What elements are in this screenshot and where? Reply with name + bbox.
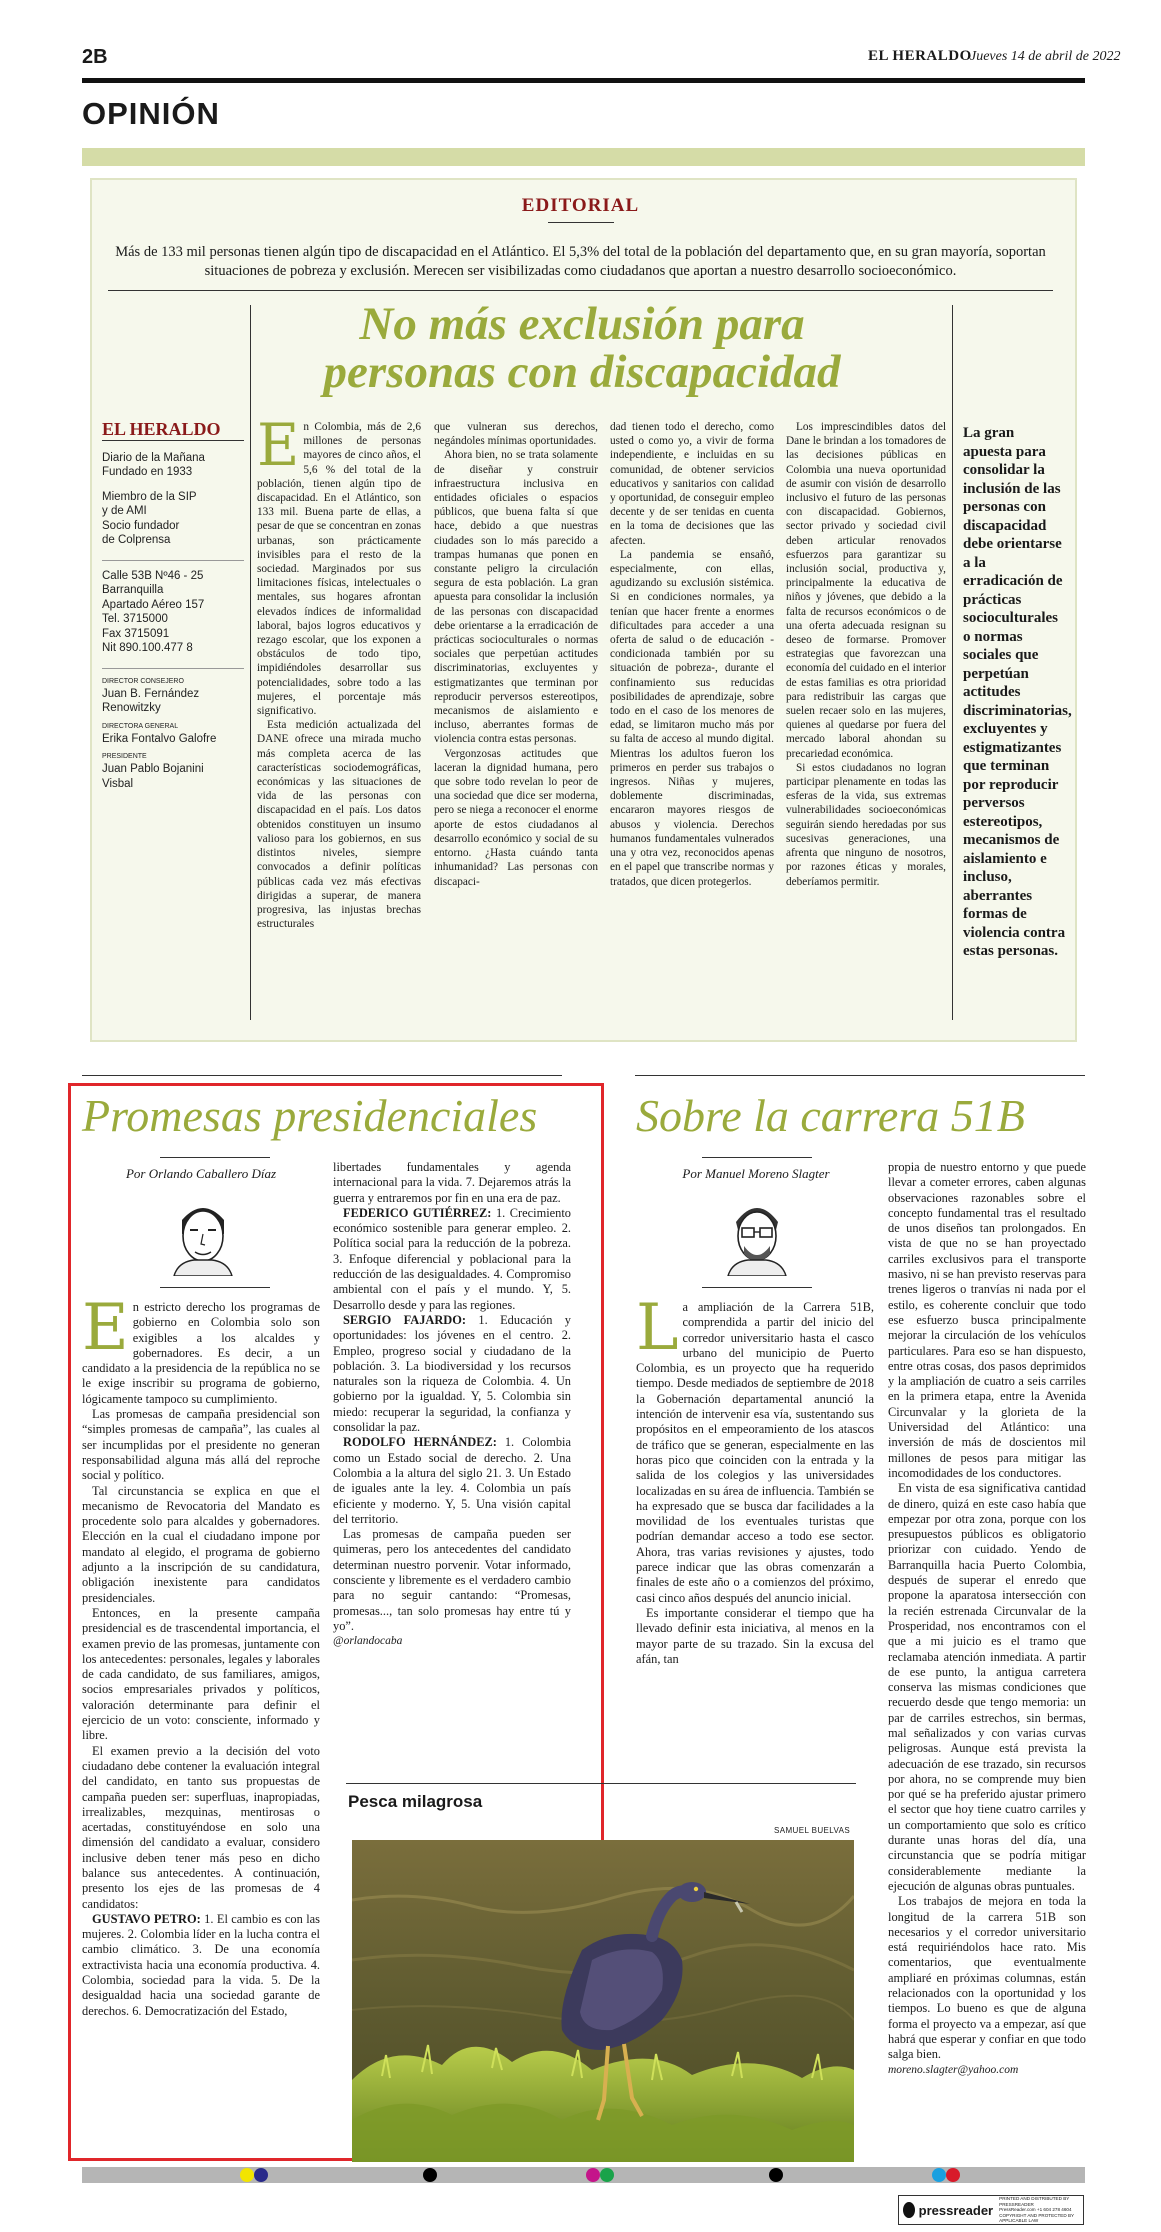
masthead-line: de Colprensa: [102, 534, 171, 546]
masthead-line: Fundado en 1933: [102, 466, 193, 478]
registration-dot-magenta: [586, 2168, 600, 2182]
left-article-title: Promesas presidenciales: [82, 1090, 538, 1141]
article-paragraph: SERGIO FAJARDO: 1. Educación y oportunidades: los jóvenes en el centro. 2. Empleo, progreso social y ciudadano de la población. 3. La biodiversidad y los recursos naturales son la riqueza de Colombia. 4. Un gobierno por la igualdad. Y, 5. Colombia sin miedo: recuperar la seguridad, la confianza y consolidar la paz.: [333, 1312, 571, 1435]
author-email: moreno.slagter@yahoo.com: [888, 2063, 1019, 2076]
left-article-byline: Por Orlando Caballero Díaz: [125, 1166, 277, 1181]
editorial-paragraph: n Colombia, más de 2,6 millones de personas mayores de cinco años, el 5,6 % del total de la población, tienen algún tipo de discapacidad. En el Atlántico, son 133 mil. Buena parte de ellas, a pesar de que se concentran en zonas urbanas, son prácticamente invisibles para el resto de la sociedad. Marginados por sus limitaciones físicas, intelectuales o mentales, sus hogares afrontan elevados índices de informalidad laboral, bajos logros educativos y rezago escolar, que los exponen a obstáculos de todo tipo, impidiéndoles desarrollar sus potencialidades, sobre todo a las mujeres, el porcentaje más significativo.: [257, 421, 421, 718]
article-paragraph: Las promesas de campaña presidencial son “simples promesas de campaña”, las cuales al ser incumplidas por el presidente no generan responsabilidad alguna más allá del reproche social y político.: [82, 1407, 320, 1483]
masthead-address: Nit 890.100.477 8: [102, 642, 193, 654]
editorial-kicker-rule: [548, 222, 614, 223]
editorial-headline: [252, 300, 912, 396]
masthead-name: Renowitzky: [102, 702, 161, 714]
candidate-name: GUSTAVO PETRO:: [92, 1911, 201, 1926]
editorial-kicker: EDITORIAL: [521, 195, 640, 216]
article-paragraph: FEDERICO GUTIÉRREZ: 1. Crecimiento económico sostenible para generar empleo. 2. Política social para la reducción de la pobreza. 3. Enfoque diferencial y poblacional para la reducción de las desigualdades. 4. Compromiso ambiental con el país y el mundo. Y, 5. Desarrollo desde y para las regiones.: [333, 1205, 571, 1312]
page-number: 2B: [82, 46, 108, 68]
right-article-title-rule: [702, 1157, 812, 1158]
editorial-paragraph: Esta medición actualizada del DANE ofrece una mirada mucho más completa acerca de las características sociodemográficas, económicas y las situaciones de vida de las personas con discapacidad en el país. Los datos obtenidos constituyen un insumo valioso para los gobiernos, en sus distintos niveles, siempre convocados a definir políticas públicas cada vez más efectivas dirigidas a superar, de manera progresiva, las injustas brechas estructurales: [257, 719, 421, 931]
heron-photo-illustration: [352, 1840, 854, 2162]
article-paragraph: Tal circunstancia se explica en que el mecanismo de Revocatoria del Mandato es procedente solo para alcaldes y gobernadores. Elección en la cual el ciudadano impone por mandato al elegido, el programa de gobierno adjunto a la inscripción de su candidatura, obligación inexistente para candidatos presidenciales.: [82, 1483, 320, 1605]
right-article-title: Sobre la carrera 51B: [636, 1090, 1025, 1141]
article-paragraph: En vista de esa significativa cantidad de dinero, quizá en este caso había que empezar por otra zona, porque con los presupuestos públicos es obligatorio priorizar con cuidado. Yendo de Barranquilla hacia Puerto Colombia, después de superar el enredo que propone la aparatosa intersección con la recién estrenada Circunvalar de la Prosperidad, nos encontramos con el que a mi juicio es el tramo que reclamaba atención inmediata. A partir de ese punto, la antigua carretera conserva las mismas condiciones que recuerdo desde que tengo memoria: un par de carriles estrechos, sin bermas, mal señalizados y con varias curvas peligrosas. Aunque está prevista la adecuación de ese trazado, sin recursos por ahora, no se comprende muy bien por qué se ha preferido ajustar primero el sector que hoy tiene cuatro carriles y un comportamiento que solo es crítico durante unas horas del día, una circunstancia que se podría mitigar considerablemente mediante la ejecución de algunas obras puntuales.: [888, 1481, 1086, 1893]
header-date: Jueves 14 de abril de 2022: [970, 49, 1121, 64]
editorial-paragraph: Ahora bien, no se trata solamente de diseñar y construir infraestructura inclusiva en entidades oficiales o espacios públicos, que buena falta sí que hace, debido a que nuestras ciudades son lo más parecido a trampas humanas que ponen en constante peligro la circulación segura de esta población. La gran apuesta para consolidar la inclusión de las personas con discapacidad debe orientarse a la erradicación de prácticas socioculturales o normas sociales que perpetúan actitudes discriminatorias, excluyentes y estigmatizantes que terminan por reproducir perversos estereotipos, mecanismos de aislamiento e incluso, aberrantes formas de violencia contra estas personas.: [434, 449, 598, 746]
article-paragraph: GUSTAVO PETRO: 1. El cambio es con las mujeres. 2. Colombia líder en la lucha contra el cambio climático. 3. De una economía extractivista hacia una economía productiva. 4. Colombia, sociedad para la vida. 5. De la desigualdad hacia una sociedad garante de derechos. 6. Democratización del Estado,: [82, 1911, 320, 2018]
section-title: OPINIÓN: [82, 96, 220, 131]
candidate-name: SERGIO FAJARDO:: [343, 1312, 467, 1327]
article-paragraph: libertades fundamentales y agenda internacional para la vida. 7. Dejaremos atrás la guerra y entraremos por fin en una era de paz.: [333, 1160, 571, 1205]
article-paragraph: Los trabajos de mejora en toda la longitud de la carrera 51B son necesarios y el corredor universitario está requiriéndolos hace rato. Mis comentarios, que eventualmente ampliaré en próximas columnas, están relacionados con la oportunidad y los tiempos. Lo bueno es que de alguna forma el proyecto va a empezar, así que habrá que esperar y confiar en que todo salga bien.: [888, 1894, 1086, 2062]
editorial-headline-line-1: No más exclusión para: [359, 298, 805, 350]
masthead-role: DIRECTOR CONSEJERO: [102, 677, 184, 685]
article-paragraph: n estricto derecho los programas de gobierno en Colombia solo son exigibles a los alcaldes y gobernadores. Es decir, a un candidato a la presidencia de la república no se le exige inscribir su programa de gobierno, lógicamente tampoco su cumplimiento.: [82, 1300, 320, 1406]
editorial-paragraph: que vulneran sus derechos, negándoles mínimas oportunidades.: [434, 421, 598, 448]
photo-top-rule: [346, 1783, 856, 1784]
editorial-column-1: [257, 420, 421, 1018]
article-paragraph: Es importante considerar el tiempo que ha llevado definir esta iniciativa, al menos en la mayor parte de su trazado. Sin la excusa del afán, tan: [636, 1605, 874, 1666]
registration-dot-black: [769, 2168, 783, 2182]
masthead-line: y de AMI: [102, 505, 147, 517]
left-article-column-2: [333, 1160, 571, 1770]
editorial-column-2: [434, 420, 598, 1018]
registration-dot-black: [423, 2168, 437, 2182]
header-paper-name: EL HERALDO: [868, 48, 972, 64]
masthead-name: Erika Fontalvo Galofre: [102, 732, 217, 745]
masthead-name: Visbal: [102, 777, 134, 790]
masthead-address: Calle 53B Nº46 - 25: [102, 569, 204, 582]
right-article-portrait-rule: [702, 1287, 812, 1288]
masthead-role: DIRECTORA GENERAL: [102, 722, 179, 730]
registration-dot-red: [946, 2168, 960, 2182]
masthead-address: Fax 3715091: [102, 627, 170, 640]
pressreader-icon: [903, 2202, 915, 2218]
registration-dot-yellow: [240, 2168, 254, 2182]
editorial-paragraph: Los imprescindibles datos del Dane le brindan a los tomadores de las decisiones públicas en Colombia una nueva oportunidad de asumir con visión de desarrollo inclusivo el futuro de las personas con discapacidad. Gobiernos, sector privado y sociedad civil deben articular renovados esfuerzos para garantizar su inclusión social, productiva y, principalmente la educativa de niños y jóvenes, que debido a la falta de recursos económicos o de una oferta adecuada resignan su deseo de formarse. Promover estrategias que favorezcan una economía del cuidado en el interior de estas familias es otra prioridad para redistribuir las cargas que suelen recaer solo en las mujeres, quienes al quedarse por fuera del mercado laboral ahondan su precariedad económica.: [786, 421, 946, 760]
article-paragraph: a ampliación de la Carrera 51B, comprendida a partir del inicio del corredor universitario hasta el casco urbano del municipio de Puerto Colombia, es un proyecto que ha requerido tiempo. Desde mediados de septiembre de 2018 la Gobernación departamental anunció la intención de intervenir esa vía, sustentando sus propósitos en el empeoramiento de los atascos de tráfico que se generan, especialmente en las horas pico que coinciden con la entrada y la salida de los colegios y las universidades localizadas en su área de influencia. También se ha expresado que se busca dar facilidades a la movilidad de los eventuales turistas que podrían demandar acceso a todo ese sector. Ahora, tras varias revisiones y ajustes, todo parece indicar que las obras comenzarán a finales de este año o a comienzos del próximo, casi cinco años después del anuncio inicial.: [636, 1300, 874, 1605]
editorial-column-3: [610, 420, 774, 1018]
lower-top-rule-left: [82, 1075, 562, 1076]
article-paragraph: propia de nuestro entorno y que puede llevar a cometer errores, caben algunas observaciones razonables sobre el concepto fundamental tras el resultado de unos diseños tan prolongados. En vista de que no se han proyectado carriles exclusivos para el transporte masivo, ni se han previsto reservas para trenes ligeros o tranvías ni nada por el estilo, es coherente concluir que todo ese esfuerzo busca principalmente mejorar la circulación de los vehículos particulares. Para eso se han dispuesto, entre otras cosas, dos pasos deprimidos y la ampliación de cuatro a seis carriles en la primera etapa, entre la Avenida Circunvalar y la glorieta de la Universidad del Atlántico: una inversión de más de doscientos mil millones de pesos para mitigar las incomodidades de los conductores.: [888, 1160, 1086, 1480]
registration-dot-blue: [254, 2168, 268, 2182]
masthead-address: Barranquilla: [102, 584, 164, 596]
editorial-rule-right: [952, 305, 953, 1020]
header-rule: [82, 78, 1085, 83]
masthead-address: Apartado Aéreo 157: [102, 598, 205, 611]
editorial-lead: Más de 133 mil personas tienen algún tipo de discapacidad en el Atlántico. El 5,3% del total de la población del departamento que, en su gran mayoría, soportan situaciones de pobreza y exclusión. Merecen ser visibilizadas como ciudadanos que aportan a nuestro desarrollo socioeconómico.: [115, 244, 1046, 279]
right-article-column-2: [888, 1160, 1086, 2160]
masthead: [102, 419, 244, 791]
left-article-author-portrait: [168, 1190, 238, 1276]
registration-dot-cyan: [932, 2168, 946, 2182]
editorial-paragraph: La pandemia se ensañó, especialmente, con ellas, agudizando su exclusión sistémica. Si en condiciones normales, ya tenían que hacer frente a enormes dificultades para acceder a una oferta de salud o de educación -condicionada también por su situación de pobreza-, durante el confinamiento sus reducidas posibilidades de aprendizaje, sobre todo en el caso de los menores de edad, se limitaron mucho más por su falta de acceso al mundo digital. Mientras los adultos fueron los primeros en perder sus trabajos o ingresos. Niñas y mujeres, doblemente discriminadas, encararon mayores riesgos de abusos y violencia. Derechos humanos fundamentales vulnerados una y otra vez, reconocidos apenas en el papel que transcribe normas y tratados, que dicen protegerlos.: [610, 548, 774, 888]
registration-dot-green: [600, 2168, 614, 2182]
masthead-line: Diario de la Mañana: [102, 451, 205, 464]
left-article-title-rule: [160, 1157, 270, 1158]
masthead-name: Juan Pablo Bojanini: [102, 763, 204, 775]
section-green-band: [82, 148, 1085, 166]
masthead-name: Juan B. Fernández: [102, 687, 200, 700]
photo-credit: SAMUEL BUELVAS: [774, 1826, 851, 1835]
editorial-headline-line-2: personas con discapacidad: [323, 346, 841, 398]
editorial-paragraph: Vergonzosas actitudes que laceran la dignidad humana, pero que sobre todo revelan lo peor de una sociedad que dice ser moderna, pero se niega a reconocer el enorme aporte de estos ciudadanos al desarrollo económico y social de su entorno. ¿Hasta cuándo tanta inhumanidad? Las personas con discapaci-: [434, 747, 598, 888]
right-article-byline: Por Manuel Moreno Slagter: [682, 1166, 830, 1181]
photo-title: Pesca milagrosa: [348, 1792, 483, 1811]
left-article-portrait-rule: [160, 1287, 270, 1288]
editorial-column-4: [786, 420, 946, 1018]
article-paragraph: Las promesas de campaña pueden ser quimeras, pero los antecedentes del candidato determinan nuestro porvenir. Votar informado, consciente y libremente es el verdadero cambio para no seguir cantando: “Promesas, promesas..., tan solo promesas hay entre tú y yo”.: [333, 1527, 571, 1633]
candidate-name: RODOLFO HERNÁNDEZ:: [343, 1435, 497, 1450]
right-article-author-portrait: [722, 1190, 792, 1276]
author-handle: @orlandocaba: [333, 1635, 403, 1648]
pressreader-logo: [898, 2195, 1084, 2225]
lower-top-rule-right: [635, 1075, 1085, 1076]
editorial-pullquote: La gran apuesta para consolidar la inclusión de las personas con discapacidad debe orientarse a la erradicación de prácticas socioculturales o normas sociales que perpetúan actitudes discriminatorias, excluyentes y estigmatizantes que terminan por reproducir perversos estereotipos, mecanismos de aislamiento e incluso, aberrantes formas de violencia contra estas personas.: [963, 425, 1072, 959]
article-paragraph: El examen previo a la decisión del voto ciudadano debe contener la evaluación integral del candidato, en tanto sus propuestas de campaña pueden ser: superfluas, inapropiadas, irrealizables, mezquinas, mentirosas o acertadas, constituyéndose en solo una dimensión del candidato a evaluar, considero inclusive deben tener más peso en dicho balance sus antecedentes. A continuación, presento los ejes de las promesas de 4 candidatos:: [82, 1743, 320, 1911]
left-article-column-1: [82, 1300, 320, 2155]
candidate-name: FEDERICO GUTIÉRREZ:: [343, 1205, 492, 1220]
pressreader-notes: PRINTED AND DISTRIBUTED BY PRESSREADER PressReader.com +1 604 278 4604 COPYRIGHT AND PROTECTED BY APPLICABLE LAW: [999, 2196, 1074, 2224]
masthead-line: Socio fundador: [102, 519, 180, 532]
photo-pesca-milagrosa: [352, 1840, 854, 2162]
pressreader-brand: pressreader: [918, 2202, 994, 2218]
article-paragraph: RODOLFO HERNÁNDEZ: 1. Colombia como un Estado social de derecho. 2. Una Colombia a la altura del siglo 21. 3. Un Estado de iguales ante la ley. 4. Colombia un país eficiente y moderno. Y, 5. Una visión capital del territorio.: [333, 1435, 571, 1526]
masthead-logo: EL HERALDO: [102, 422, 244, 441]
right-article-drop-cap: L: [636, 1300, 679, 1365]
editorial-paragraph: Si estos ciudadanos no logran participar plenamente en todas las esferas de la vida, sus extremas vulnerabilidades socioeconómicas seguirán siendo heredadas por sus sucesivas generaciones, una afrenta que ninguno de nosotros, por razones éticas y morales, deberíamos permitir.: [786, 761, 946, 888]
editorial-drop-cap: E: [257, 420, 300, 479]
masthead-address: Tel. 3715000: [102, 613, 168, 625]
editorial-paragraph: dad tienen todo el derecho, como usted o como yo, a vivir de forma independiente, e incluidas en su comunidad, de obtener servicios educativos y sanitarios con calidad y oportunidad, de conseguir empleo decente y de ser tenidas en cuenta en la toma de decisiones que las afecten.: [610, 421, 774, 547]
masthead-line: Miembro de la SIP: [102, 490, 197, 503]
article-paragraph: Entonces, en la presente campaña presidencial es de trascendental importancia, el examen previo de las promesas, juntamente con los antecedentes: personales, legales y laborales de cada candidato, de sus familiares, amigos, socios empresariales privados y políticos, valoración determinante para definir el ejercicio de un voto: consciente, informado y libre.: [82, 1605, 320, 1743]
right-article-column-1: [636, 1300, 874, 1780]
editorial-lead-rule: [108, 290, 1053, 291]
masthead-role: PRESIDENTE: [102, 753, 147, 760]
left-article-drop-cap: E: [82, 1300, 129, 1365]
editorial-rule-left: [250, 305, 251, 1020]
